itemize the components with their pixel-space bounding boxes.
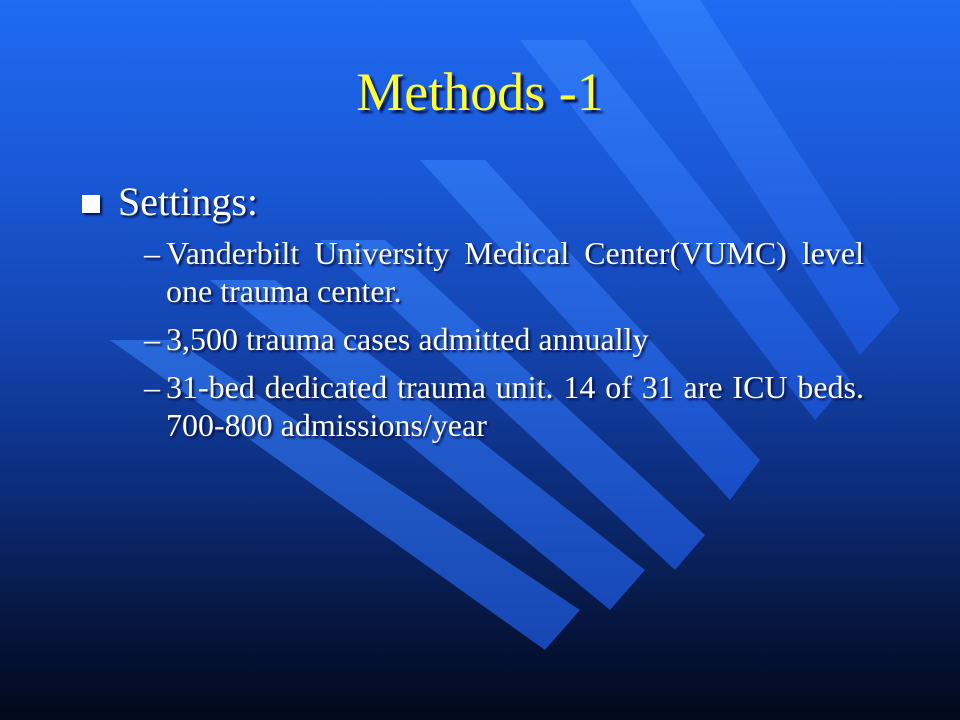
sub-bullet-item — [144, 234, 864, 310]
square-bullet-icon — [82, 195, 100, 213]
bullet-label: Settings: — [118, 179, 259, 224]
dash-bullet-icon: – — [144, 369, 160, 405]
sub-bullet-item — [144, 320, 864, 358]
sub-bullet-list — [82, 234, 872, 444]
dash-bullet-icon: – — [144, 321, 160, 357]
sub-bullet-text: 3,500 trauma cases admitted annually — [166, 321, 649, 357]
bullet-settings — [82, 178, 872, 226]
slide-body — [82, 178, 872, 454]
sub-bullet-text: 31-bed dedicated trauma unit. 14 of 31 are ICU beds. 700-800 admissions/year — [166, 369, 864, 443]
sub-bullet-item — [144, 368, 864, 444]
sub-bullet-text: Vanderbilt University Medical Center(VUMC) level one trauma center. — [166, 235, 864, 309]
slide-title: Methods -1 — [356, 62, 604, 122]
dash-bullet-icon: – — [144, 235, 160, 271]
